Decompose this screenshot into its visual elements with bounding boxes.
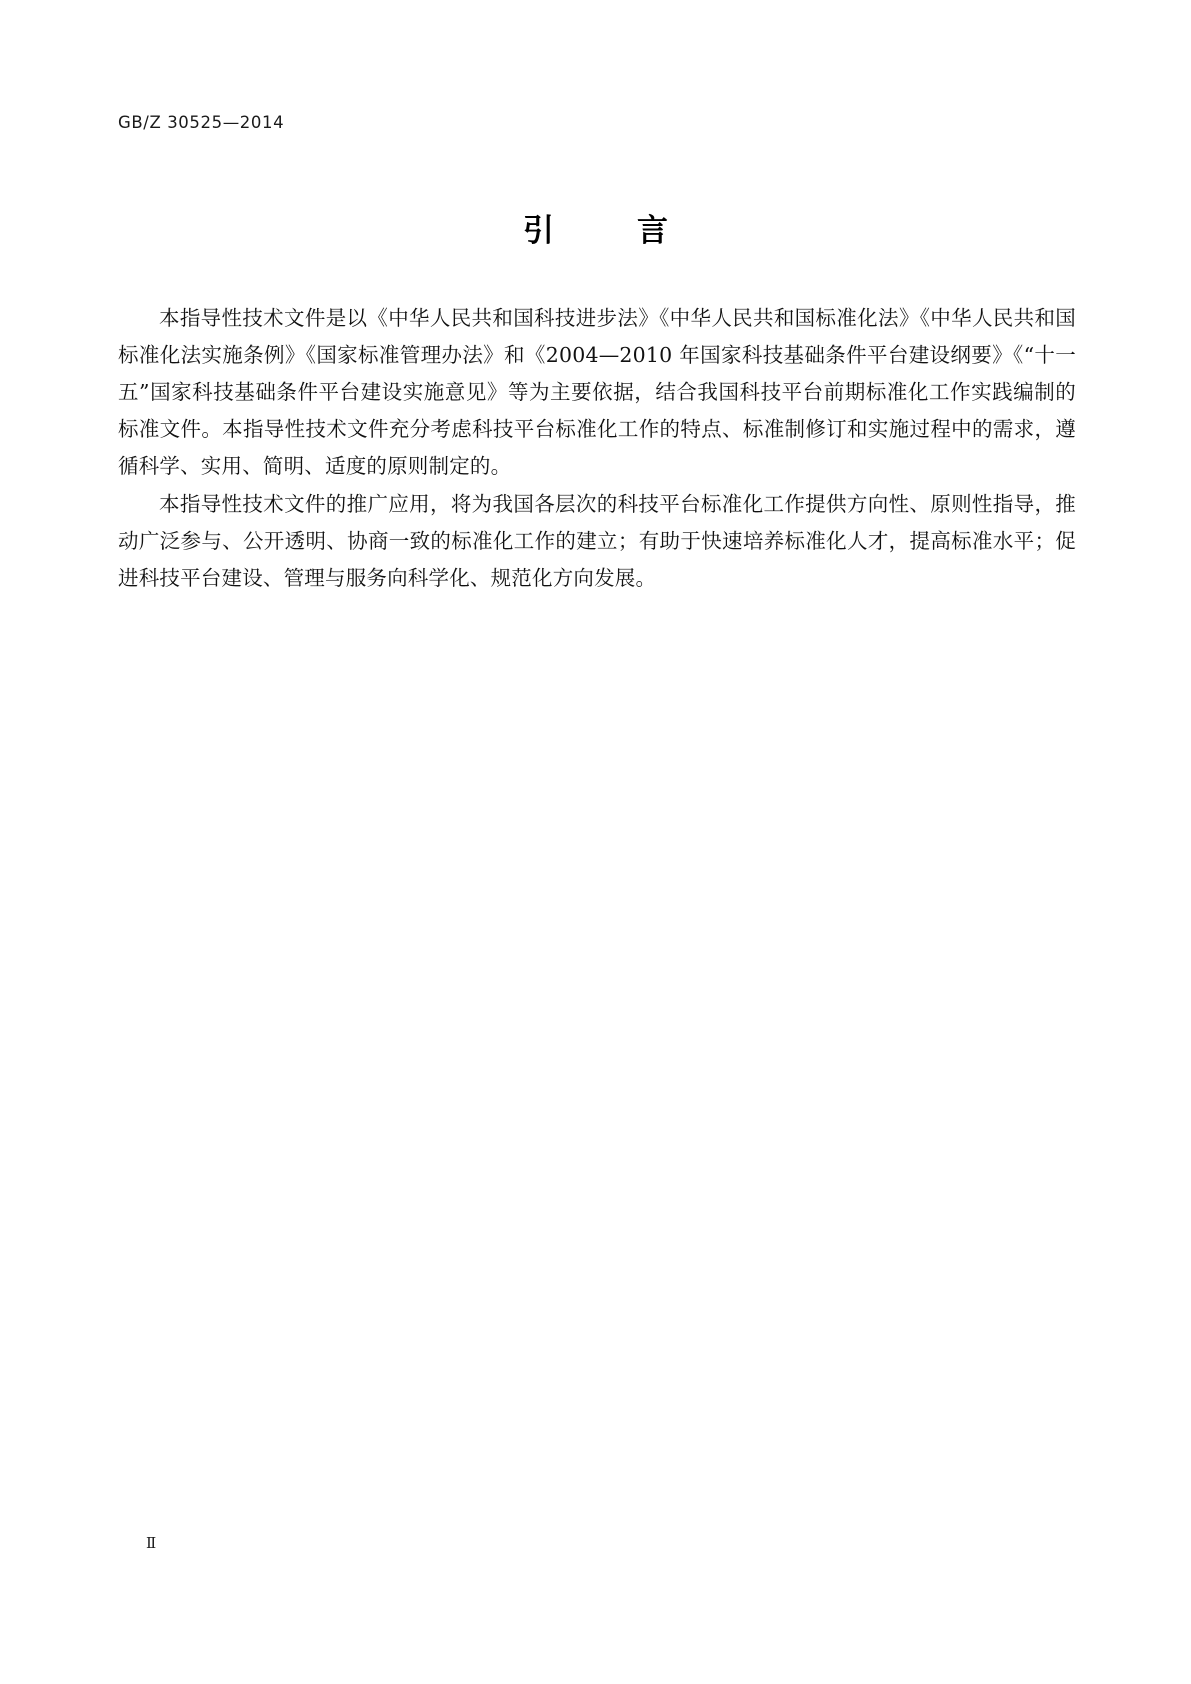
page-title: 引 言 xyxy=(523,213,694,249)
paragraph: 本指导性技术文件的推广应用，将为我国各层次的科技平台标准化工作提供方向性、原则性指导，推动广泛参与、公开透明、协商一致的标准化工作的建立；有助于快速培养标准化人才，提高标准水平；促进科技平台建设、管理与服务向科学化、规范化方向发展。 xyxy=(118,492,1076,590)
page-number: Ⅱ xyxy=(146,1534,157,1552)
standard-number-header: GB/Z 30525—2014 xyxy=(118,113,285,132)
body-text-block xyxy=(118,300,1076,597)
paragraph: 本指导性技术文件是以《中华人民共和国科技进步法》《中华人民共和国标准化法》《中华人民共和国标准化法实施条例》《国家标准管理办法》和《2004—2010 年国家科技基础条件平台建设纲要》《“十一五”国家科技基础条件平台建设实施意见》等为主要依据，结合我国科技平台前期标准化工作实践编制的标准文件。本指导性技术文件充分考虑科技平台标准化工作的特点、标准制修订和实施过程中的需求，遵循科学、实用、简明、适度的原则制定的。 xyxy=(118,306,1076,478)
